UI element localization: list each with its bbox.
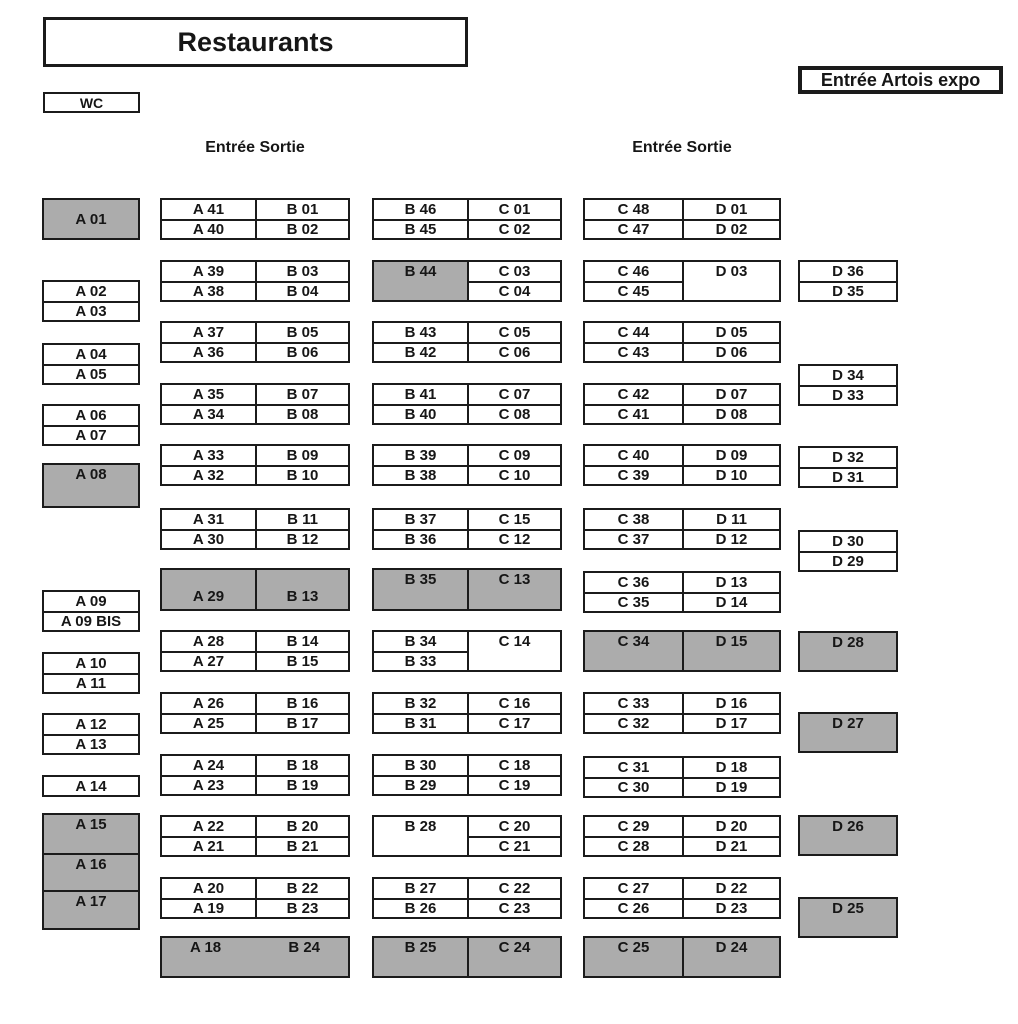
- booth-block: [160, 198, 350, 240]
- booth-c-05: C 05: [467, 323, 560, 342]
- booth-c-14: C 14: [467, 632, 560, 670]
- booth-a-35: A 35: [162, 385, 255, 404]
- booth-c-39: C 39: [585, 465, 682, 484]
- booth-block: [372, 444, 562, 486]
- booth-block: [160, 815, 350, 857]
- booth-a-04: A 04: [44, 345, 138, 364]
- booth-block: [583, 936, 781, 978]
- booth-c-36: C 36: [585, 573, 682, 592]
- booth-a-24: A 24: [162, 756, 255, 775]
- booth-a-21: A 21: [162, 836, 255, 855]
- booth-a-12: A 12: [44, 715, 138, 734]
- booth-block: [160, 383, 350, 425]
- booth-b-18: B 18: [255, 756, 348, 775]
- booth-b-31: B 31: [374, 713, 467, 732]
- wc-label: WC: [79, 94, 104, 111]
- booth-a-17: A 17: [44, 890, 138, 928]
- booth-a-14: A 14: [44, 777, 138, 795]
- booth-block: [160, 877, 350, 919]
- booth-b-46: B 46: [374, 200, 467, 219]
- booth-d-36: D 36: [800, 262, 896, 281]
- booth-d-19: D 19: [682, 777, 779, 796]
- booth-block: [583, 692, 781, 734]
- booth-a-09-bis: A 09 BIS: [44, 611, 138, 630]
- booth-a-23: A 23: [162, 775, 255, 794]
- booth-c-18: C 18: [467, 756, 560, 775]
- entree-artois-expo-label: Entrée Artois expo: [820, 69, 981, 90]
- booth-c-30: C 30: [585, 777, 682, 796]
- booth-block: [42, 652, 140, 694]
- booth-block: [160, 692, 350, 734]
- booth-a-18-label: A 18: [190, 939, 222, 956]
- booth-block: [372, 815, 562, 857]
- booth-a-31: A 31: [162, 510, 255, 529]
- booth-c-03: C 03: [467, 262, 560, 281]
- booth-c-16: C 16: [467, 694, 560, 713]
- booth-b-24-label: B 24: [288, 939, 320, 956]
- booth-block: [372, 630, 562, 672]
- booth-b-08: B 08: [255, 404, 348, 423]
- booth-block: [42, 813, 140, 930]
- booth-d-33: D 33: [800, 385, 896, 404]
- booth-b-35: B 35: [374, 570, 467, 609]
- booth-b-23: B 23: [255, 898, 348, 917]
- booth-a-29: A 29: [162, 570, 255, 609]
- booth-d-24: D 24: [682, 938, 779, 976]
- booth-a-01: A 01: [44, 200, 138, 238]
- booth-c-33: C 33: [585, 694, 682, 713]
- booth-a-09: A 09: [44, 592, 138, 611]
- booth-block: [583, 321, 781, 363]
- booth-d-16: D 16: [682, 694, 779, 713]
- booth-d-26: D 26: [800, 817, 896, 854]
- booth-d-01: D 01: [682, 200, 779, 219]
- booth-block: [583, 630, 781, 672]
- booth-block: [42, 713, 140, 755]
- booth-b-22: B 22: [255, 879, 348, 898]
- booth-d-23: D 23: [682, 898, 779, 917]
- booth-c-43: C 43: [585, 342, 682, 361]
- booth-b-15: B 15: [255, 651, 348, 670]
- booth-c-32: C 32: [585, 713, 682, 732]
- booth-c-09: C 09: [467, 446, 560, 465]
- booth-b-40: B 40: [374, 404, 467, 423]
- booth-d-12: D 12: [682, 529, 779, 548]
- booth-b-17: B 17: [255, 713, 348, 732]
- booth-block: [42, 463, 140, 508]
- booth-a-36: A 36: [162, 342, 255, 361]
- booth-b-10: B 10: [255, 465, 348, 484]
- booth-b-38: B 38: [374, 465, 467, 484]
- booth-block: [583, 260, 781, 302]
- booth-c-31: C 31: [585, 758, 682, 777]
- booth-a-06: A 06: [44, 406, 138, 425]
- booth-a-13: A 13: [44, 734, 138, 753]
- booth-b-29: B 29: [374, 775, 467, 794]
- booth-block: [42, 280, 140, 322]
- booth-b-09: B 09: [255, 446, 348, 465]
- booth-b-42: B 42: [374, 342, 467, 361]
- booth-block: [42, 198, 140, 240]
- booth-a-38: A 38: [162, 281, 255, 300]
- booth-block: [42, 775, 140, 797]
- booth-block: [372, 692, 562, 734]
- booth-block: [583, 756, 781, 798]
- booth-block: [372, 877, 562, 919]
- booth-b-37: B 37: [374, 510, 467, 529]
- booth-a-16: A 16: [44, 853, 138, 891]
- booth-block: [372, 198, 562, 240]
- booth-a-10: A 10: [44, 654, 138, 673]
- booth-c-27: C 27: [585, 879, 682, 898]
- booth-b-03: B 03: [255, 262, 348, 281]
- booth-block: [372, 754, 562, 796]
- booth-b-20: B 20: [255, 817, 348, 836]
- booth-d-07: D 07: [682, 385, 779, 404]
- booth-c-24: C 24: [467, 938, 560, 976]
- booth-b-36: B 36: [374, 529, 467, 548]
- booth-c-28: C 28: [585, 836, 682, 855]
- booth-d-30: D 30: [800, 532, 896, 551]
- booth-block: [798, 897, 898, 938]
- booth-b-01: B 01: [255, 200, 348, 219]
- booth-a-28: A 28: [162, 632, 255, 651]
- booth-b-27: B 27: [374, 879, 467, 898]
- booth-c-45: C 45: [585, 281, 682, 300]
- booth-d-14: D 14: [682, 592, 779, 611]
- booth-a-32: A 32: [162, 465, 255, 484]
- booth-a-05: A 05: [44, 364, 138, 383]
- booth-d-02: D 02: [682, 219, 779, 238]
- booth-a-08: A 08: [44, 465, 138, 506]
- booth-b-02: B 02: [255, 219, 348, 238]
- booth-b-25: B 25: [374, 938, 467, 976]
- booth-d-05: D 05: [682, 323, 779, 342]
- booth-block: [160, 444, 350, 486]
- booth-a-11: A 11: [44, 673, 138, 692]
- booth-c-38: C 38: [585, 510, 682, 529]
- booth-d-21: D 21: [682, 836, 779, 855]
- booth-b-05: B 05: [255, 323, 348, 342]
- booth-b-04: B 04: [255, 281, 348, 300]
- booth-block: [798, 364, 898, 406]
- booth-c-47: C 47: [585, 219, 682, 238]
- booth-d-10: D 10: [682, 465, 779, 484]
- booth-b-32: B 32: [374, 694, 467, 713]
- booth-block: [160, 754, 350, 796]
- booth-block: [372, 260, 562, 302]
- booth-d-35: D 35: [800, 281, 896, 300]
- booth-block: [160, 568, 350, 611]
- booth-c-48: C 48: [585, 200, 682, 219]
- booth-a-03: A 03: [44, 301, 138, 320]
- booth-b-07: B 07: [255, 385, 348, 404]
- booth-a-30: A 30: [162, 529, 255, 548]
- booth-block: [583, 198, 781, 240]
- entrance-exit-label-right: Entrée Sortie: [632, 139, 732, 156]
- booth-d-08: D 08: [682, 404, 779, 423]
- booth-d-15: D 15: [682, 632, 779, 670]
- booth-block: [583, 815, 781, 857]
- booth-b-14: B 14: [255, 632, 348, 651]
- booth-block: [372, 383, 562, 425]
- booth-block: [583, 383, 781, 425]
- booth-d-27: D 27: [800, 714, 896, 751]
- booth-block: [42, 404, 140, 446]
- booth-a-19: A 19: [162, 898, 255, 917]
- booth-d-29: D 29: [800, 551, 896, 570]
- booth-c-21: C 21: [467, 836, 560, 855]
- booth-a-15: A 15: [44, 815, 138, 853]
- booth-block: [372, 936, 562, 978]
- booth-c-10: C 10: [467, 465, 560, 484]
- booth-a-07: A 07: [44, 425, 138, 444]
- booth-c-07: C 07: [467, 385, 560, 404]
- booth-block: [160, 936, 350, 978]
- booth-block: [798, 446, 898, 488]
- booth-a-25: A 25: [162, 713, 255, 732]
- booth-block: [798, 530, 898, 572]
- booth-b-13: B 13: [255, 570, 348, 609]
- booth-block: [583, 571, 781, 613]
- restaurants-box: [43, 17, 468, 67]
- booth-a-40: A 40: [162, 219, 255, 238]
- booth-c-02: C 02: [467, 219, 560, 238]
- booth-c-35: C 35: [585, 592, 682, 611]
- booth-b-33: B 33: [374, 651, 467, 670]
- booth-block: [372, 321, 562, 363]
- booth-c-22: C 22: [467, 879, 560, 898]
- booth-block: [42, 590, 140, 632]
- booth-c-20: C 20: [467, 817, 560, 836]
- booth-c-19: C 19: [467, 775, 560, 794]
- booth-b-11: B 11: [255, 510, 348, 529]
- booth-c-29: C 29: [585, 817, 682, 836]
- booth-d-11: D 11: [682, 510, 779, 529]
- booth-d-09: D 09: [682, 446, 779, 465]
- booth-b-39: B 39: [374, 446, 467, 465]
- booth-b-28: B 28: [374, 817, 467, 855]
- booth-b-30: B 30: [374, 756, 467, 775]
- booth-d-22: D 22: [682, 879, 779, 898]
- booth-c-13: C 13: [467, 570, 560, 609]
- booth-c-25: C 25: [585, 938, 682, 976]
- booth-b-16: B 16: [255, 694, 348, 713]
- booth-d-32: D 32: [800, 448, 896, 467]
- booth-b-19: B 19: [255, 775, 348, 794]
- booth-c-26: C 26: [585, 898, 682, 917]
- booth-block: [798, 260, 898, 302]
- booth-b-44: B 44: [374, 262, 467, 300]
- booth-c-44: C 44: [585, 323, 682, 342]
- restaurants-label: Restaurants: [177, 26, 334, 57]
- booth-a-37: A 37: [162, 323, 255, 342]
- booth-d-06: D 06: [682, 342, 779, 361]
- booth-a-34: A 34: [162, 404, 255, 423]
- booth-c-12: C 12: [467, 529, 560, 548]
- booth-b-12: B 12: [255, 529, 348, 548]
- booth-block: [798, 712, 898, 753]
- booth-a-39: A 39: [162, 262, 255, 281]
- booth-c-15: C 15: [467, 510, 560, 529]
- booth-b-06: B 06: [255, 342, 348, 361]
- wc-box: [43, 92, 140, 113]
- booth-d-13: D 13: [682, 573, 779, 592]
- booth-c-17: C 17: [467, 713, 560, 732]
- booth-d-34: D 34: [800, 366, 896, 385]
- booth-block: [160, 321, 350, 363]
- booth-c-40: C 40: [585, 446, 682, 465]
- booth-a-33: A 33: [162, 446, 255, 465]
- booth-d-25: D 25: [800, 899, 896, 936]
- booth-b-43: B 43: [374, 323, 467, 342]
- booth-c-06: C 06: [467, 342, 560, 361]
- booth-block: [160, 260, 350, 302]
- booth-a-02: A 02: [44, 282, 138, 301]
- booth-block: [160, 508, 350, 550]
- booth-block: [160, 630, 350, 672]
- booth-b-34: B 34: [374, 632, 467, 651]
- booth-c-41: C 41: [585, 404, 682, 423]
- booth-c-01: C 01: [467, 200, 560, 219]
- booth-c-34: C 34: [585, 632, 682, 670]
- booth-b-41: B 41: [374, 385, 467, 404]
- booth-b-26: B 26: [374, 898, 467, 917]
- entree-artois-expo-box: [798, 66, 1003, 94]
- booth-d-28: D 28: [800, 633, 896, 670]
- booth-a-18-b-24: [162, 938, 348, 976]
- booth-block: [42, 343, 140, 385]
- booth-a-26: A 26: [162, 694, 255, 713]
- entrance-exit-label-left: Entrée Sortie: [205, 139, 305, 156]
- booth-block: [583, 877, 781, 919]
- booth-c-46: C 46: [585, 262, 682, 281]
- booth-a-22: A 22: [162, 817, 255, 836]
- booth-block: [583, 444, 781, 486]
- booth-d-18: D 18: [682, 758, 779, 777]
- booth-c-08: C 08: [467, 404, 560, 423]
- booth-a-20: A 20: [162, 879, 255, 898]
- booth-block: [372, 568, 562, 611]
- booth-block: [372, 508, 562, 550]
- booth-b-45: B 45: [374, 219, 467, 238]
- booth-d-03: D 03: [682, 262, 779, 300]
- booth-d-20: D 20: [682, 817, 779, 836]
- booth-c-23: C 23: [467, 898, 560, 917]
- booth-block: [798, 631, 898, 672]
- booth-a-27: A 27: [162, 651, 255, 670]
- booth-b-21: B 21: [255, 836, 348, 855]
- booth-d-17: D 17: [682, 713, 779, 732]
- booth-block: [798, 815, 898, 856]
- booth-c-42: C 42: [585, 385, 682, 404]
- booth-c-37: C 37: [585, 529, 682, 548]
- booth-a-41: A 41: [162, 200, 255, 219]
- booth-c-04: C 04: [467, 281, 560, 300]
- booth-d-31: D 31: [800, 467, 896, 486]
- booth-block: [583, 508, 781, 550]
